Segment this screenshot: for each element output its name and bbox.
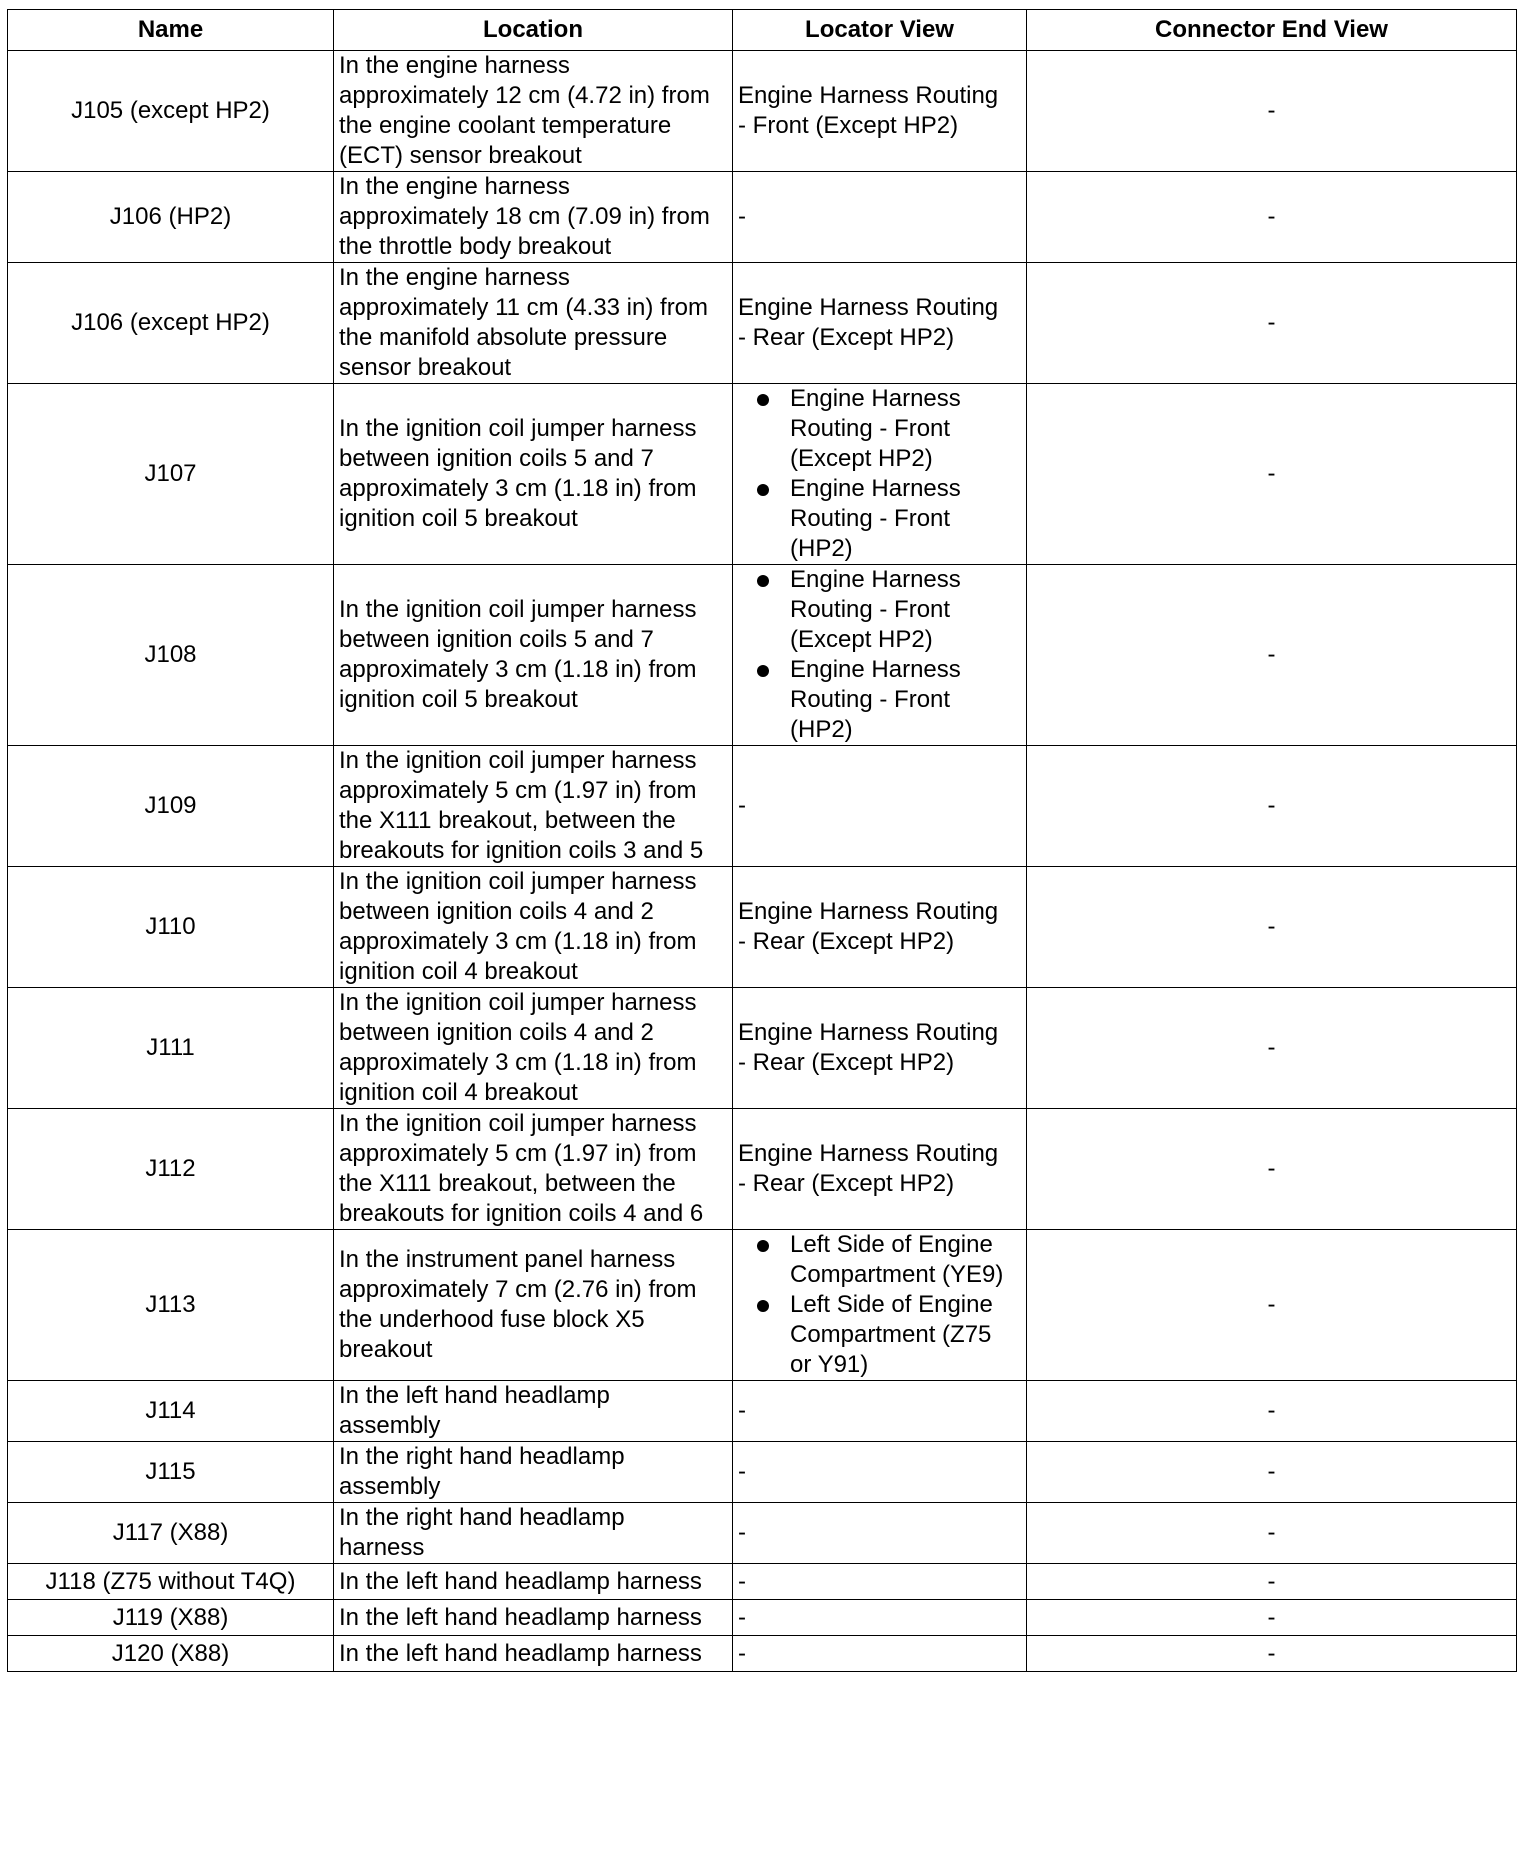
table-row — [8, 1230, 1517, 1381]
locator-view-link[interactable] — [757, 565, 1021, 655]
cell-locator-view — [733, 1230, 1027, 1381]
location-line: the manifold absolute pressure — [339, 324, 668, 351]
cell-connector-end-view: - — [1027, 1230, 1517, 1381]
table-row — [8, 746, 1517, 867]
cell-location — [334, 1109, 733, 1230]
cell-locator-view: - — [733, 1636, 1027, 1672]
locator-view-line: or Y91) — [790, 1351, 869, 1378]
cell-name: J107 — [8, 384, 334, 565]
location-line: sensor breakout — [339, 354, 512, 381]
location-line: In the right hand headlamp — [339, 1504, 625, 1531]
location-line: In the left hand headlamp harness — [339, 1639, 702, 1667]
cell-locator-view: - — [733, 1381, 1027, 1442]
locator-view-list — [738, 384, 1021, 564]
cell-name: J119 (X88) — [8, 1600, 334, 1636]
splice-pack-table — [7, 9, 1517, 1672]
locator-view-line: - Front (Except HP2) — [738, 112, 959, 139]
locator-view-line: - Rear (Except HP2) — [738, 324, 955, 351]
location-line: approximately 3 cm (1.18 in) from — [339, 1049, 697, 1076]
cell-locator-view — [733, 565, 1027, 746]
location-line: between ignition coils 5 and 7 — [339, 445, 654, 472]
cell-location — [334, 384, 733, 565]
cell-name: J111 — [8, 988, 334, 1109]
table-row — [8, 988, 1517, 1109]
location-line: approximately 3 cm (1.18 in) from — [339, 475, 697, 502]
location-line: In the engine harness — [339, 173, 570, 200]
bullet-icon — [757, 665, 769, 677]
location-line: breakout — [339, 1336, 433, 1363]
cell-name: J113 — [8, 1230, 334, 1381]
location-line: In the ignition coil jumper harness — [339, 1110, 697, 1137]
bullet-icon — [757, 1300, 769, 1312]
cell-locator-view[interactable] — [733, 51, 1027, 172]
cell-name: J112 — [8, 1109, 334, 1230]
cell-location — [334, 1381, 733, 1442]
cell-locator-view[interactable] — [733, 988, 1027, 1109]
cell-connector-end-view: - — [1027, 1109, 1517, 1230]
locator-view-link[interactable] — [757, 1290, 1021, 1380]
location-line: In the ignition coil jumper harness — [339, 415, 697, 442]
locator-view-line: Engine Harness — [790, 656, 961, 683]
location-line: approximately 5 cm (1.97 in) from — [339, 1140, 697, 1167]
locator-view-link[interactable] — [757, 1230, 1021, 1290]
cell-locator-view: - — [733, 1503, 1027, 1564]
location-line: ignition coil 5 breakout — [339, 686, 578, 713]
location-line: approximately 12 cm (4.72 in) from — [339, 82, 710, 109]
location-line: assembly — [339, 1412, 441, 1439]
location-line: In the left hand headlamp harness — [339, 1603, 702, 1631]
location-line: harness — [339, 1534, 425, 1561]
cell-location — [334, 867, 733, 988]
location-line: In the ignition coil jumper harness — [339, 596, 697, 623]
cell-locator-view[interactable] — [733, 867, 1027, 988]
bullet-icon — [757, 394, 769, 406]
table-header-row — [8, 10, 1517, 51]
cell-location — [334, 172, 733, 263]
location-line: approximately 11 cm (4.33 in) from — [339, 294, 709, 321]
cell-name: J106 (HP2) — [8, 172, 334, 263]
locator-view-line: Engine Harness — [790, 566, 961, 593]
table-row — [8, 565, 1517, 746]
location-line: approximately 5 cm (1.97 in) from — [339, 777, 697, 804]
location-line: ignition coil 4 breakout — [339, 1079, 578, 1106]
cell-location — [334, 1230, 733, 1381]
locator-view-line: Engine Harness Routing — [738, 898, 999, 925]
location-line: the throttle body breakout — [339, 233, 612, 260]
location-line: approximately 18 cm (7.09 in) from — [339, 203, 710, 230]
locator-view-line: Routing - Front — [790, 415, 951, 442]
header-location: Location — [334, 10, 733, 51]
location-line: In the engine harness — [339, 264, 570, 291]
table-row — [8, 1503, 1517, 1564]
location-line: between ignition coils 4 and 2 — [339, 898, 654, 925]
locator-view-line: - Rear (Except HP2) — [738, 1170, 955, 1197]
cell-locator-view — [733, 384, 1027, 565]
location-line: In the ignition coil jumper harness — [339, 989, 697, 1016]
cell-connector-end-view: - — [1027, 1636, 1517, 1672]
cell-locator-view: - — [733, 1564, 1027, 1600]
locator-view-line: Routing - Front — [790, 505, 951, 532]
cell-locator-view: - — [733, 1442, 1027, 1503]
locator-view-line: Left Side of Engine — [790, 1291, 993, 1318]
bullet-icon — [757, 484, 769, 496]
cell-location — [334, 1600, 733, 1636]
cell-connector-end-view: - — [1027, 565, 1517, 746]
location-line: the underhood fuse block X5 — [339, 1306, 645, 1333]
location-line: In the right hand headlamp — [339, 1443, 625, 1470]
cell-connector-end-view: - — [1027, 384, 1517, 565]
bullet-icon — [757, 1240, 769, 1252]
locator-view-line: Compartment (Z75 — [790, 1321, 992, 1348]
cell-name: J118 (Z75 without T4Q) — [8, 1564, 334, 1600]
cell-connector-end-view: - — [1027, 867, 1517, 988]
locator-view-line: Engine Harness — [790, 475, 961, 502]
table-row — [8, 1442, 1517, 1503]
table-row — [8, 172, 1517, 263]
table-row — [8, 384, 1517, 565]
bullet-icon — [757, 575, 769, 587]
locator-view-line: (Except HP2) — [790, 445, 933, 472]
cell-location — [334, 1503, 733, 1564]
cell-connector-end-view: - — [1027, 51, 1517, 172]
cell-name: J114 — [8, 1381, 334, 1442]
cell-connector-end-view: - — [1027, 746, 1517, 867]
location-line: In the left hand headlamp harness — [339, 1567, 702, 1595]
cell-location — [334, 1636, 733, 1672]
cell-name: J110 — [8, 867, 334, 988]
locator-view-line: Routing - Front — [790, 686, 951, 713]
location-line: breakouts for ignition coils 4 and 6 — [339, 1200, 704, 1227]
cell-location — [334, 565, 733, 746]
table-row — [8, 1600, 1517, 1636]
cell-name: J117 (X88) — [8, 1503, 334, 1564]
cell-connector-end-view: - — [1027, 1442, 1517, 1503]
table-row — [8, 1381, 1517, 1442]
cell-connector-end-view: - — [1027, 172, 1517, 263]
cell-name: J108 — [8, 565, 334, 746]
locator-view-line: Left Side of Engine — [790, 1231, 993, 1258]
cell-connector-end-view: - — [1027, 1600, 1517, 1636]
location-line: ignition coil 5 breakout — [339, 505, 578, 532]
location-line: In the left hand headlamp — [339, 1382, 610, 1409]
locator-view-line: (Except HP2) — [790, 626, 933, 653]
cell-name: J105 (except HP2) — [8, 51, 334, 172]
table-row — [8, 51, 1517, 172]
location-line: In the ignition coil jumper harness — [339, 868, 697, 895]
locator-view-link[interactable] — [757, 384, 1021, 474]
table-row — [8, 1636, 1517, 1672]
location-line: approximately 3 cm (1.18 in) from — [339, 928, 697, 955]
location-line: approximately 3 cm (1.18 in) from — [339, 656, 697, 683]
locator-view-line: Engine Harness — [790, 385, 961, 412]
cell-locator-view[interactable] — [733, 1109, 1027, 1230]
cell-connector-end-view: - — [1027, 1503, 1517, 1564]
locator-view-line: - Rear (Except HP2) — [738, 1049, 955, 1076]
cell-connector-end-view: - — [1027, 1381, 1517, 1442]
locator-view-list — [738, 1230, 1021, 1380]
cell-location — [334, 988, 733, 1109]
location-line: the X111 breakout, between the — [339, 1170, 676, 1197]
cell-location — [334, 1442, 733, 1503]
location-line: (ECT) sensor breakout — [339, 142, 582, 169]
table-row — [8, 263, 1517, 384]
cell-locator-view: - — [733, 1600, 1027, 1636]
cell-name: J120 (X88) — [8, 1636, 334, 1672]
table-row — [8, 1109, 1517, 1230]
locator-view-line: Engine Harness Routing — [738, 1140, 999, 1167]
cell-name: J106 (except HP2) — [8, 263, 334, 384]
location-line: the X111 breakout, between the — [339, 807, 676, 834]
locator-view-line: - Rear (Except HP2) — [738, 928, 955, 955]
location-line: In the ignition coil jumper harness — [339, 747, 697, 774]
cell-location — [334, 51, 733, 172]
locator-view-line: (HP2) — [790, 535, 853, 562]
cell-location — [334, 746, 733, 867]
locator-view-line: (HP2) — [790, 716, 853, 743]
location-line: In the engine harness — [339, 52, 570, 79]
cell-connector-end-view: - — [1027, 1564, 1517, 1600]
table-row — [8, 867, 1517, 988]
header-locator-view: Locator View — [733, 10, 1027, 51]
cell-location — [334, 263, 733, 384]
location-line: assembly — [339, 1473, 441, 1500]
cell-location — [334, 1564, 733, 1600]
location-line: ignition coil 4 breakout — [339, 958, 578, 985]
cell-locator-view[interactable] — [733, 263, 1027, 384]
location-line: the engine coolant temperature — [339, 112, 672, 139]
locator-view-line: Engine Harness Routing — [738, 82, 999, 109]
locator-view-line: Routing - Front — [790, 596, 951, 623]
table-body — [8, 51, 1517, 1672]
cell-connector-end-view: - — [1027, 988, 1517, 1109]
header-name: Name — [8, 10, 334, 51]
locator-view-line: Engine Harness Routing — [738, 1019, 999, 1046]
locator-view-list — [738, 565, 1021, 745]
cell-connector-end-view: - — [1027, 263, 1517, 384]
locator-view-line: Engine Harness Routing — [738, 294, 999, 321]
location-line: approximately 7 cm (2.76 in) from — [339, 1276, 697, 1303]
locator-view-link[interactable] — [757, 655, 1021, 745]
location-line: between ignition coils 4 and 2 — [339, 1019, 654, 1046]
location-line: In the instrument panel harness — [339, 1246, 676, 1273]
table-row — [8, 1564, 1517, 1600]
cell-locator-view: - — [733, 746, 1027, 867]
locator-view-line: Compartment (YE9) — [790, 1261, 1004, 1288]
location-line: between ignition coils 5 and 7 — [339, 626, 654, 653]
header-connector-end-view: Connector End View — [1027, 10, 1517, 51]
cell-name: J109 — [8, 746, 334, 867]
cell-locator-view: - — [733, 172, 1027, 263]
cell-name: J115 — [8, 1442, 334, 1503]
location-line: breakouts for ignition coils 3 and 5 — [339, 837, 704, 864]
locator-view-link[interactable] — [757, 474, 1021, 564]
